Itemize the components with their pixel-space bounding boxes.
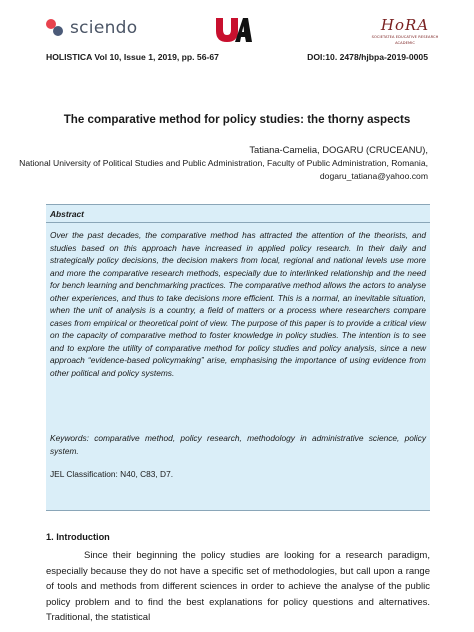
abstract-keywords: Keywords: comparative method, policy research, methodology in administrative science, policy system. <box>50 433 426 456</box>
abstract-text: Over the past decades, the comparative method has attracted the attention of the theorists, and studies based on this approach have increased in applied policy research. In their daily and strategically policy decisions, the decision makers from local, regional and national levels use more and more the comparative research methods, especially due to interlinked relationship and the need for bench learning and benchmarking practices. The comparative method allows the actors to analyse other experiences, and thus to take decisions more efficient. This is a normal, an inevitable situation, when the unit of analysis is a country, a field of matters or a process where researchers compare cases from empirical or theoretical point of view. The purpose of this paper is to provide a critical view on the capacity of comparative method to foster knowledge in policy studies. The intention is to see and to explore the utility of comparative method for policy studies and policy analysis, since a new approach “evidence-based policymaking” arise, emphasising the importance of using evidence from other political and policy systems. <box>50 230 426 378</box>
sciendo-logo <box>46 18 137 38</box>
abstract-heading: Abstract <box>50 209 84 219</box>
author-affiliation: National University of Political Studies and Public Administration, Faculty of Public Administration, Romania, <box>19 158 428 168</box>
hora-logo-subtitle: SOCIETATEA EDUCATIVE RESEARCH ACADEMIC <box>371 35 439 45</box>
author-block <box>19 143 428 183</box>
author-email[interactable]: dogaru_tatiana@yahoo.com <box>319 171 428 181</box>
hora-logo <box>370 16 440 50</box>
sciendo-logo-icon <box>46 19 64 37</box>
introduction-text: Since their beginning the policy studies are looking for a research paradigm, especially because they do not have a specific set of methodologies, but call upon a range of tools and methods from different sciences in order to achieve the analyse of the public policy problem and to find the best explanations for policy questions and alternatives. Traditional, the statistical <box>46 550 430 624</box>
university-logo-icon <box>214 16 252 44</box>
page-header <box>0 0 474 70</box>
doi-link[interactable]: DOI:10. 2478/hjbpa-2019-0005 <box>307 52 428 62</box>
jel-classification: JEL Classification: N40, C83, D7. <box>50 469 174 479</box>
paper-title: The comparative method for policy studies: the thorny aspects <box>63 113 411 126</box>
abstract-box <box>46 204 430 511</box>
author-name: Tatiana-Camelia, DOGARU (CRUCEANU), <box>249 144 428 155</box>
journal-info: HOLISTICA Vol 10, Issue 1, 2019, pp. 56-67 <box>46 52 219 62</box>
introduction-paragraph <box>46 548 430 626</box>
section-heading-introduction: 1. Introduction <box>46 532 110 542</box>
abstract-divider <box>46 222 430 223</box>
hora-logo-text: HoRA <box>380 16 430 34</box>
university-logo-text: UA <box>214 16 216 17</box>
sciendo-logo-text: sciendo <box>70 18 138 38</box>
